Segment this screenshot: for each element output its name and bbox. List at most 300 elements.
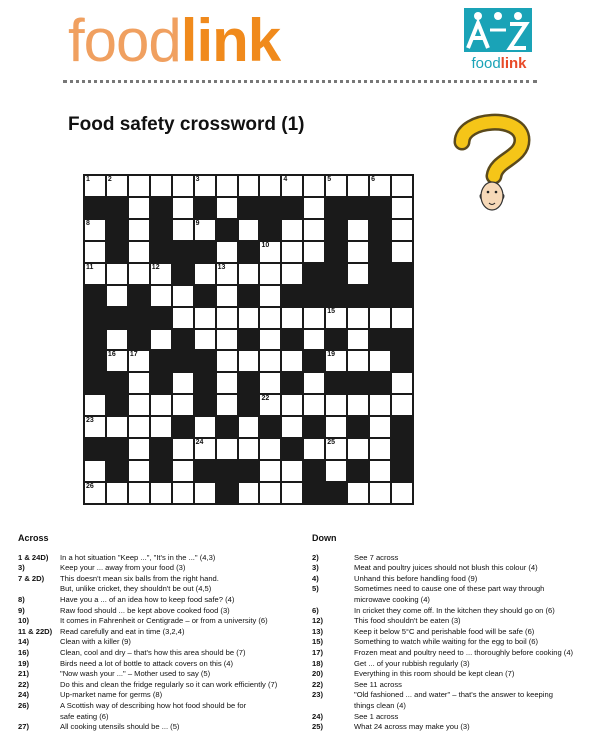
grid-cell[interactable] — [129, 176, 149, 196]
grid-cell[interactable] — [260, 461, 280, 481]
clue-row-text: microwave cooking (4) — [354, 594, 430, 604]
clue-row — [18, 627, 308, 638]
foodlink-logo — [68, 6, 280, 76]
grid-block — [282, 373, 302, 393]
grid-cell[interactable] — [282, 308, 302, 328]
grid-cell[interactable] — [348, 176, 368, 196]
clue-row-text: In cricket they come off. In the kitchen they should go on (6) — [354, 605, 555, 615]
grid-cell[interactable] — [239, 439, 259, 459]
grid-cell[interactable] — [392, 308, 412, 328]
grid-block — [129, 330, 149, 350]
clue-row-number: 3) — [312, 563, 319, 573]
clue-row-text: "Old fashioned ... and water" – that's the answer to keeping — [354, 690, 553, 700]
grid-cell[interactable] — [260, 176, 280, 196]
grid-cell[interactable] — [239, 308, 259, 328]
grid-cell[interactable] — [217, 176, 237, 196]
clue-row-number: 27) — [18, 722, 29, 732]
grid-cell[interactable] — [85, 242, 105, 262]
clue-number: 15 — [327, 307, 336, 315]
clue-row-number: 3) — [18, 563, 25, 573]
clue-row-number: 4) — [312, 573, 319, 583]
clue-row-text: Clean with a killer (9) — [60, 637, 131, 647]
grid-block — [392, 439, 412, 459]
clue-row-number: 9) — [18, 605, 25, 615]
grid-block — [392, 461, 412, 481]
grid-cell[interactable] — [217, 264, 237, 284]
grid-block — [217, 461, 237, 481]
grid-cell[interactable] — [151, 286, 171, 306]
clue-row — [18, 637, 308, 648]
grid-block — [392, 286, 412, 306]
grid-cell[interactable] — [173, 483, 193, 503]
grid-block — [304, 264, 324, 284]
header-divider — [63, 80, 537, 83]
grid-cell[interactable] — [195, 417, 215, 437]
grid-cell[interactable] — [107, 483, 127, 503]
grid-cell[interactable] — [195, 264, 215, 284]
clue-row-text: All cooking utensils should be ... (5) — [60, 722, 180, 732]
clue-row-text: Keep it below 5°C and perishable food will be safe (6) — [354, 626, 535, 636]
grid-cell[interactable] — [195, 220, 215, 240]
clue-row-number: 15) — [312, 637, 323, 647]
clue-row — [312, 648, 592, 659]
clue-number: 22 — [261, 395, 270, 403]
clue-row-text: In a hot situation "Keep ...", "It's in the ..." (4,3) — [60, 552, 216, 562]
badge-box — [464, 8, 532, 52]
grid-cell[interactable] — [260, 264, 280, 284]
grid-block — [151, 351, 171, 371]
grid-block — [151, 308, 171, 328]
clue-row-text: Sometimes need to cause one of these part way through — [354, 584, 545, 594]
clue-row — [312, 669, 592, 680]
grid-block — [392, 351, 412, 371]
grid-cell[interactable] — [151, 395, 171, 415]
clue-row-number: 10) — [18, 616, 29, 626]
grid-block — [173, 264, 193, 284]
grid-block — [195, 286, 215, 306]
grid-cell[interactable] — [326, 176, 346, 196]
grid-block — [173, 417, 193, 437]
grid-cell[interactable] — [304, 330, 324, 350]
clue-number: 16 — [107, 351, 116, 359]
clue-row-number: 25) — [312, 722, 323, 732]
grid-block — [107, 439, 127, 459]
grid-cell[interactable] — [173, 308, 193, 328]
grid-cell[interactable] — [85, 461, 105, 481]
grid-block — [85, 330, 105, 350]
logo-food-text: food — [68, 7, 181, 74]
grid-cell[interactable] — [370, 308, 390, 328]
clue-row — [18, 712, 308, 723]
across-heading: Across — [18, 533, 49, 543]
grid-block — [151, 220, 171, 240]
grid-cell[interactable] — [217, 308, 237, 328]
grid-cell[interactable] — [85, 395, 105, 415]
grid-cell[interactable] — [85, 220, 105, 240]
az-foodlink-badge — [462, 8, 536, 72]
grid-cell[interactable] — [304, 439, 324, 459]
grid-block — [260, 220, 280, 240]
grid-cell[interactable] — [85, 417, 105, 437]
grid-cell[interactable] — [239, 351, 259, 371]
grid-cell[interactable] — [282, 483, 302, 503]
grid-cell[interactable] — [217, 373, 237, 393]
clue-row-text: things clean (4) — [354, 700, 406, 710]
clue-row-number: 11 & 22D) — [18, 626, 53, 636]
grid-cell[interactable] — [151, 176, 171, 196]
clue-row-number: 17) — [312, 647, 323, 657]
clue-row-number: 26) — [18, 700, 29, 710]
clue-row — [18, 595, 308, 606]
grid-cell[interactable] — [129, 417, 149, 437]
clue-row — [312, 553, 592, 564]
grid-cell[interactable] — [260, 286, 280, 306]
grid-cell[interactable] — [217, 198, 237, 218]
clue-number: 24 — [195, 439, 204, 447]
clue-row — [312, 595, 592, 606]
grid-cell[interactable] — [348, 395, 368, 415]
clue-row — [18, 722, 308, 733]
grid-cell[interactable] — [392, 395, 412, 415]
grid-cell[interactable] — [370, 483, 390, 503]
clue-row — [312, 680, 592, 691]
clue-row-text: Everything in this room should be kept clean (7) — [354, 669, 515, 679]
clue-row-number: 1 & 24D) — [18, 552, 49, 562]
grid-cell[interactable] — [348, 264, 368, 284]
grid-block — [107, 461, 127, 481]
grid-block — [107, 395, 127, 415]
grid-cell[interactable] — [260, 330, 280, 350]
grid-cell[interactable] — [173, 286, 193, 306]
grid-block — [85, 373, 105, 393]
down-heading: Down — [312, 533, 337, 543]
grid-block — [260, 417, 280, 437]
grid-cell[interactable] — [326, 308, 346, 328]
grid-cell[interactable] — [348, 439, 368, 459]
grid-cell[interactable] — [129, 461, 149, 481]
grid-cell[interactable] — [326, 461, 346, 481]
grid-block — [217, 417, 237, 437]
grid-block — [348, 286, 368, 306]
clue-row — [312, 722, 592, 733]
grid-cell[interactable] — [370, 176, 390, 196]
page-title: Food safety crossword (1) — [68, 114, 305, 135]
grid-block — [85, 439, 105, 459]
clue-row-text: "Now wash your ..." – Mother used to say (5) — [60, 669, 211, 679]
grid-cell[interactable] — [217, 395, 237, 415]
grid-cell[interactable] — [217, 242, 237, 262]
grid-cell[interactable] — [129, 483, 149, 503]
grid-block — [195, 395, 215, 415]
grid-cell[interactable] — [239, 417, 259, 437]
across-clue-list — [18, 553, 308, 733]
grid-cell[interactable] — [195, 308, 215, 328]
grid-cell[interactable] — [348, 351, 368, 371]
grid-cell[interactable] — [173, 220, 193, 240]
grid-cell[interactable] — [260, 308, 280, 328]
clue-number: 26 — [86, 483, 94, 491]
crossword-grid — [83, 174, 414, 505]
grid-cell[interactable] — [129, 395, 149, 415]
clue-number: 2 — [107, 176, 112, 183]
clue-row — [18, 584, 308, 595]
clue-row-text: Do this and clean the fridge regularly so it can work efficiently (7) — [60, 679, 278, 689]
clue-row-text: Get ... of your rubbish regularly (3) — [354, 658, 470, 668]
grid-cell[interactable] — [326, 351, 346, 371]
grid-cell[interactable] — [173, 461, 193, 481]
clue-number: 17 — [129, 351, 138, 359]
grid-cell[interactable] — [260, 351, 280, 371]
down-clues — [312, 533, 592, 733]
badge-wordmark — [462, 55, 536, 72]
grid-cell[interactable] — [151, 264, 171, 284]
grid-cell[interactable] — [392, 373, 412, 393]
grid-block — [282, 439, 302, 459]
grid-cell[interactable] — [129, 198, 149, 218]
grid-block — [392, 264, 412, 284]
grid-block — [217, 220, 237, 240]
grid-cell[interactable] — [129, 351, 149, 371]
clue-row — [312, 606, 592, 617]
grid-cell[interactable] — [392, 220, 412, 240]
clue-row-text: This doesn't mean six balls from the right hand. — [60, 573, 219, 583]
clue-row-number: 6) — [312, 605, 319, 615]
clue-row-number: 22) — [312, 679, 323, 689]
grid-cell[interactable] — [260, 483, 280, 503]
grid-cell[interactable] — [326, 439, 346, 459]
grid-block — [282, 198, 302, 218]
grid-block — [239, 461, 259, 481]
grid-cell[interactable] — [282, 242, 302, 262]
logo-link-text: link — [180, 7, 281, 74]
grid-cell[interactable] — [392, 242, 412, 262]
clue-row-number: 23) — [312, 690, 323, 700]
grid-cell[interactable] — [107, 176, 127, 196]
clue-number: 25 — [327, 439, 336, 447]
grid-cell[interactable] — [151, 483, 171, 503]
clue-row-number: 8) — [18, 594, 25, 604]
clue-row-text: This food shouldn't be eaten (3) — [354, 616, 461, 626]
grid-cell[interactable] — [85, 483, 105, 503]
grid-cell[interactable] — [392, 198, 412, 218]
clue-row-text: See 11 across — [354, 679, 402, 689]
grid-cell[interactable] — [195, 330, 215, 350]
grid-cell[interactable] — [392, 483, 412, 503]
grid-cell[interactable] — [304, 373, 324, 393]
clue-row — [312, 690, 592, 701]
grid-cell[interactable] — [282, 461, 302, 481]
grid-cell[interactable] — [260, 439, 280, 459]
clue-row — [312, 712, 592, 723]
across-clues — [18, 533, 308, 733]
grid-cell[interactable] — [217, 351, 237, 371]
grid-cell[interactable] — [282, 176, 302, 196]
grid-cell[interactable] — [129, 242, 149, 262]
grid-cell[interactable] — [85, 176, 105, 196]
grid-block — [239, 286, 259, 306]
grid-cell[interactable] — [260, 242, 280, 262]
grid-cell[interactable] — [392, 176, 412, 196]
clue-row — [312, 616, 592, 627]
grid-cell[interactable] — [304, 176, 324, 196]
clue-row — [18, 701, 308, 712]
clue-row — [312, 627, 592, 638]
clue-row-text: Unhand this before handling food (9) — [354, 573, 478, 583]
grid-block — [326, 198, 346, 218]
grid-block — [85, 308, 105, 328]
clue-row — [18, 690, 308, 701]
grid-cell[interactable] — [326, 417, 346, 437]
grid-cell[interactable] — [304, 395, 324, 415]
grid-block — [370, 220, 390, 240]
grid-cell[interactable] — [370, 439, 390, 459]
grid-block — [370, 242, 390, 262]
grid-cell[interactable] — [217, 330, 237, 350]
grid-cell[interactable] — [282, 351, 302, 371]
grid-cell[interactable] — [195, 176, 215, 196]
grid-block — [326, 220, 346, 240]
grid-cell[interactable] — [326, 395, 346, 415]
grid-cell[interactable] — [239, 264, 259, 284]
grid-block — [326, 264, 346, 284]
grid-block — [239, 198, 259, 218]
grid-cell[interactable] — [370, 461, 390, 481]
grid-cell[interactable] — [107, 351, 127, 371]
grid-cell[interactable] — [348, 242, 368, 262]
grid-block — [326, 242, 346, 262]
grid-cell[interactable] — [217, 286, 237, 306]
clue-row — [312, 584, 592, 595]
grid-cell[interactable] — [107, 264, 127, 284]
grid-block — [195, 461, 215, 481]
grid-block — [129, 286, 149, 306]
grid-cell[interactable] — [129, 439, 149, 459]
grid-block — [107, 198, 127, 218]
grid-block — [370, 286, 390, 306]
clue-row — [312, 563, 592, 574]
grid-cell[interactable] — [151, 417, 171, 437]
badge-food-text: food — [471, 55, 501, 72]
grid-block — [85, 198, 105, 218]
clue-row-text: But, unlike cricket, they shouldn't be out (4,5) — [60, 584, 212, 594]
grid-block — [392, 330, 412, 350]
grid-cell[interactable] — [370, 351, 390, 371]
clue-number: 4 — [283, 176, 288, 183]
grid-block — [260, 198, 280, 218]
grid-cell[interactable] — [107, 417, 127, 437]
clue-number: 23 — [86, 417, 94, 425]
grid-block — [326, 483, 346, 503]
clue-row-text: Read carefully and eat in time (3,2,4) — [60, 626, 185, 636]
clue-row-text: safe eating (6) — [60, 711, 109, 721]
grid-cell[interactable] — [348, 330, 368, 350]
grid-cell[interactable] — [195, 483, 215, 503]
clue-row-text: See 1 across — [354, 711, 399, 721]
grid-block — [107, 242, 127, 262]
grid-cell[interactable] — [85, 264, 105, 284]
grid-cell[interactable] — [304, 308, 324, 328]
grid-cell[interactable] — [173, 439, 193, 459]
grid-cell[interactable] — [151, 330, 171, 350]
clue-number: 10 — [261, 241, 270, 249]
clue-number: 8 — [86, 219, 90, 227]
grid-cell[interactable] — [239, 176, 259, 196]
grid-cell[interactable] — [282, 417, 302, 437]
grid-cell[interactable] — [195, 439, 215, 459]
grid-cell[interactable] — [282, 264, 302, 284]
badge-link-text: link — [500, 55, 527, 72]
grid-block — [151, 373, 171, 393]
grid-block — [151, 242, 171, 262]
grid-cell[interactable] — [107, 330, 127, 350]
grid-cell[interactable] — [348, 308, 368, 328]
clue-number: 3 — [195, 176, 200, 183]
grid-cell[interactable] — [348, 220, 368, 240]
grid-cell[interactable] — [260, 373, 280, 393]
grid-cell[interactable] — [370, 395, 390, 415]
grid-block — [282, 286, 302, 306]
grid-cell[interactable] — [239, 220, 259, 240]
clue-row-number — [312, 595, 354, 606]
grid-cell[interactable] — [239, 483, 259, 503]
clue-row-text: Have you a ... of an idea how to keep food safe? (4) — [60, 594, 235, 604]
clue-row — [18, 606, 308, 617]
grid-cell[interactable] — [107, 286, 127, 306]
grid-cell[interactable] — [304, 198, 324, 218]
clue-row-text: Frozen meat and poultry need to ... thoroughly before cooking (4) — [354, 647, 574, 657]
grid-block — [326, 330, 346, 350]
grid-block — [326, 373, 346, 393]
clue-row-number: 14) — [18, 637, 29, 647]
grid-block — [129, 308, 149, 328]
grid-block — [107, 308, 127, 328]
clue-number: 19 — [327, 351, 336, 359]
grid-cell[interactable] — [173, 373, 193, 393]
clue-row — [312, 659, 592, 670]
clue-row-number: 19) — [18, 658, 29, 668]
grid-cell[interactable] — [282, 395, 302, 415]
grid-block — [370, 373, 390, 393]
grid-cell[interactable] — [173, 176, 193, 196]
grid-cell[interactable] — [282, 220, 302, 240]
grid-cell[interactable] — [370, 417, 390, 437]
clue-row — [18, 680, 308, 691]
clue-row — [18, 616, 308, 627]
clue-number: 5 — [327, 176, 332, 183]
down-clue-list — [312, 553, 592, 733]
grid-block — [107, 220, 127, 240]
grid-cell[interactable] — [348, 483, 368, 503]
grid-block — [107, 373, 127, 393]
clue-row-number: 21) — [18, 669, 29, 679]
clue-row-number: 24) — [18, 690, 29, 700]
grid-block — [151, 461, 171, 481]
grid-cell[interactable] — [129, 373, 149, 393]
grid-block — [173, 242, 193, 262]
clue-number: 12 — [151, 263, 160, 271]
grid-cell[interactable] — [304, 242, 324, 262]
grid-cell[interactable] — [129, 264, 149, 284]
grid-cell[interactable] — [217, 439, 237, 459]
grid-block — [151, 439, 171, 459]
grid-cell[interactable] — [173, 198, 193, 218]
grid-cell[interactable] — [173, 395, 193, 415]
grid-cell[interactable] — [129, 220, 149, 240]
grid-block — [370, 198, 390, 218]
grid-cell[interactable] — [260, 395, 280, 415]
grid-cell[interactable] — [304, 220, 324, 240]
clue-row-text: Meat and poultry juices should not blush this colour (4) — [354, 563, 538, 573]
